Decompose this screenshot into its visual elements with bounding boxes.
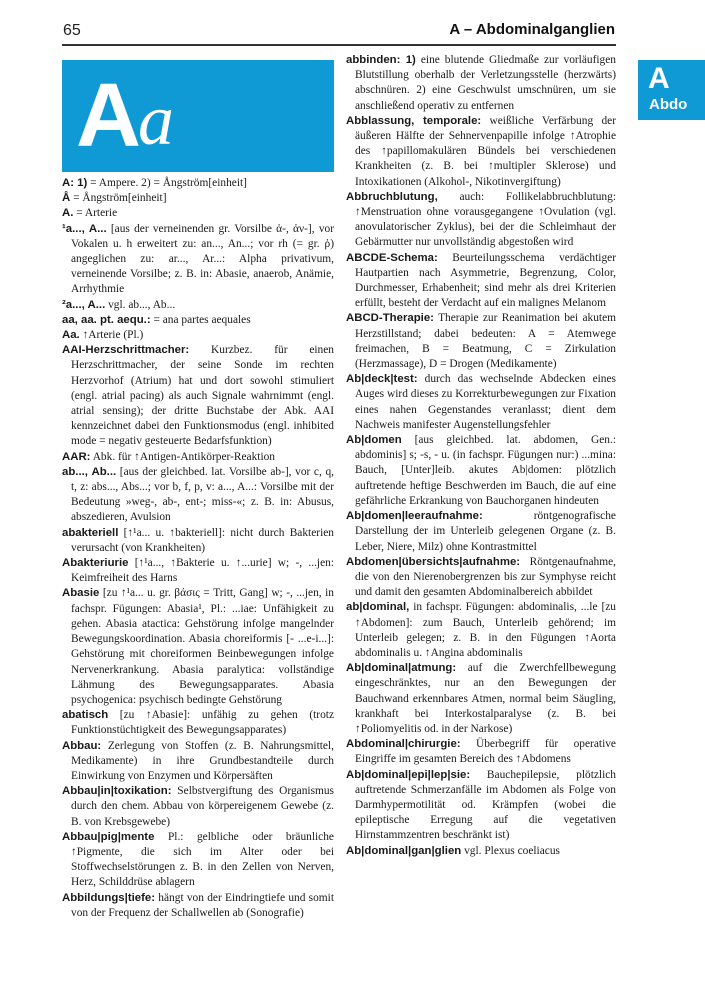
entry-headword: Å [62,192,71,205]
dictionary-entry [346,555,616,601]
dictionary-entry [346,251,616,312]
entry-definition: Bauchepilepsie, plötzlich auftretende Schmerzanfälle im Abdomen als Folge von Darmhypermotilität od. Krämpfen (wobei die epileptische Erregung auf die vegetativen Hirnstammzentren beschränkt ist) [355,768,616,842]
dictionary-entry [62,830,334,891]
dictionary-entry [62,784,334,830]
dictionary-entry [62,708,334,738]
entry-headword: ab|dominal, [346,601,410,614]
dictionary-entry [62,298,334,313]
entry-headword: ABCDE-Schema: [346,251,438,264]
dictionary-entry [346,433,616,509]
entry-definition: Zerlegung von Stoffen (z. B. Nahrungsmittel, Medikamente) in ihre Grundbestandteile durch Einwirkung von Enzymen und Körpersäften [71,739,334,782]
entry-headword: Ab|deck|test: [346,373,418,386]
dictionary-entry [62,556,334,586]
section-letter-upper: A [76,66,141,166]
entry-definition: in fachspr. Fügungen: abdominalis, ...le [zu ↑Abdomen]: zum Bauch, Unterleib gehörend; im Unterleib gelegen; z. B. in den Fügungen ↑Aorta abdominalis u. ↑Angina abdominalis [355,601,616,659]
dictionary-entry [346,311,616,372]
dictionary-entry [62,313,334,328]
entry-headword: Ab|domen|leeraufnahme: [346,510,483,523]
entry-definition: ↑Arterie (Pl.) [79,329,144,342]
entry-headword: ²a..., A... [62,298,106,311]
entry-headword: AAI-Herzschrittmacher: [62,344,190,357]
entry-definition: hängt von der Eindringtiefe und somit von der Frequenz der Schallwellen ab (Sonografie) [71,891,334,919]
dictionary-entry [62,739,334,785]
entry-headword: ab..., Ab... [62,465,117,478]
dictionary-entry [346,844,616,859]
dictionary-entry [346,114,616,190]
dictionary-entry [346,372,616,433]
entry-headword: AAR: [62,450,91,463]
entry-headword: A. [62,207,74,220]
entry-definition: = Ampere. 2) = Ångström[einheit] [87,177,247,189]
entry-definition: Kurzbez. für einen Herzschrittmacher, der seine Sonde im rechten Herzvorhof (Atrium) hat und dort sowohl stimuliert (engl. atrial pacing) als auch Signale wahrnimmt (engl. atrial sensing); der dritte Buchstabe der Abk. AAI kennzeichnet dabei den Funktionsmodus (engl. inhibited mode = negativ gesteuerte Bedarfsfunktion) [71,344,334,448]
dictionary-entry [62,465,334,526]
entry-definition: = Ångström[einheit] [70,192,167,205]
entry-definition: [↑¹a..., ↑Bakterie u. ↑...urie] w; -, ...jen: Keimfreiheit des Harns [71,557,334,585]
entry-headword: abatisch [62,709,109,722]
entry-headword: Ab|dominal|atmung: [346,662,457,675]
entry-headword: abbinden: 1) [346,54,416,66]
entry-headword: A: 1) [62,177,88,189]
dictionary-entry [346,661,616,737]
entry-definition: [aus der verneinenden gr. Vorsilbe ἀ-, ἀν-], vor Vokalen u. h erweitert zu: an..., An...; vor rh (= gr. ῥ) angeglichen zu: ar..., Ar...: Alpha privativum, verneinende Vorsilbe; z. B. in: Abasie, anaerob, Anämie, Arrhythmie [71,222,334,296]
dictionary-entry [62,222,334,298]
entry-headword: Abbau|in|toxikation: [62,785,172,798]
entry-headword: Ab|domen [346,434,402,447]
entry-headword: ABCD-Therapie: [346,312,434,325]
thumb-tab-letter: A [648,62,670,95]
left-column [62,176,334,921]
dictionary-entry [62,343,334,449]
thumb-tab-abbrev: Abdo [649,96,688,113]
entry-headword: Abasie [62,587,100,600]
entry-definition: auf die Zwerchfellbewegung eingeschränktes, nur an den Bewegungen der Bauchwand erkennbares Atmen, normal beim Säugling, krankhaft bei Interkostalparalyse (z. B. bei ↑Poliomyelitis od. in der Narkose) [355,662,616,735]
dictionary-entry [346,600,616,661]
dictionary-entry [62,586,334,708]
section-letter-box [62,60,334,172]
dictionary-entry [62,191,334,206]
dictionary-entry [346,768,616,844]
entry-definition: Therapie zur Reanimation bei akutem Herzstillstand; dabei bedeuten: A = Atemwege freimachen, B = Beatmung, C = Zirkulation (Herzmassage), D = Drogen (Medikamente) [355,312,616,371]
dictionary-entry [62,176,334,191]
entry-definition: vgl. Plexus coeliacus [461,844,560,857]
entry-headword: Abbau|pig|mente [62,830,155,843]
thumb-index-tab [638,60,705,120]
entry-headword: Abbruchblutung, [346,190,438,203]
dictionary-entry [62,450,334,465]
dictionary-entry [62,891,334,921]
entry-definition: Selbstvergiftung des Organismus durch den chem. Abbau von körpereigenem Gewebe (z. B. von Krebsgewebe) [71,785,334,828]
dictionary-entry [62,206,334,221]
entry-definition: [zu ↑Abasie]: unfähig zu gehen (trotz Funktionstüchtigkeit des Bewegungsapparates) [71,709,334,737]
header-rule [62,44,616,46]
entry-definition: [aus der gleichbed. lat. Vorsilbe ab-], vor c, q, t, z: abs..., Abs...; vor b, f, p, v: a..., A...: Vorsilbe mit der Bedeutung »weg-, ab-, ent-; miss-«; z. B. in: Abusus, abszedieren, Avulsion [71,465,334,524]
right-column [346,53,616,859]
dictionary-entry [62,328,334,343]
entry-headword: Abdomen|übersichts|aufnahme: [346,555,521,568]
entry-definition: durch das wechselnde Abdecken eines Auges wird dieses zu Korrekturbewegungen zur Fixation eines nahen Gegenstandes veranlasst; dient dem Nachweis manifester Augenstellungsfehler [355,373,616,431]
entry-definition: Pl.: gelbliche oder bräunliche ↑Pigmente, die sich im Alter oder bei Stoffwechselstörungen z. B. in den Zellen von Nerven, Herz, Schilddrüse ablagern [71,830,334,889]
entry-headword: aa, aa. pt. aequ.: [62,313,151,326]
entry-definition: = ana partes aequales [150,313,251,326]
dictionary-entry [62,526,334,556]
dictionary-entry [346,53,616,114]
entry-definition: [aus gleichbed. lat. abdomen, Gen.: abdominis] s; -s, - u. (in fachspr. Fügungen nur:) ...mina: Bauch, [Unter]leib. akutes Ab|domen: plötzlich auftretende heftige Beschwerden im Bauch, die auf eine gefährliche Erkrankung von Bauchorganen hindeuten [355,434,616,507]
entry-headword: Abbildungs|tiefe: [62,891,156,904]
entry-definition: = Arterie [73,207,118,220]
entry-headword: Ab|dominal|gan|glien [346,844,462,857]
entry-headword: Abdominal|chirurgie: [346,738,461,751]
entry-headword: Abblassung, temporale: [346,114,482,127]
section-letter-lower: a [138,80,174,160]
dictionary-entry [346,737,616,767]
entry-definition: auch: Follikelabbruchblutung: ↑Menstruation ohne vorausgegangene ↑Ovulation (vgl. anovulatorischer Zyklus), bei der die Schleimhaut der Gebärmutter nur unvollständig abgestoßen wird [355,190,616,249]
entry-headword: Abbau: [62,739,102,752]
entry-definition: [zu ↑¹a... u. gr. βάσις = Tritt, Gang] w; -, ...jen, in fachspr. Fügungen: Abasia¹, Pl.: ...iae: Unfähigkeit zu gehen. Abasia atactica: Gehstörung infolge mangelnder Bewegungskoordination. Abasia choreiformis [- ...e-i...]: Gehstörung mit choreiformen Beinbewegungen infolge Nervenerkrankung. Abasia paralytica: vollständige Lähmung des Bewegungsapparates. Abasia psychogenica: psychisch bedingte Gehstörung [71,587,334,706]
entry-definition: [↑¹a... u. ↑bakteriell]: nicht durch Bakterien verursacht (von Krankheiten) [71,526,334,554]
entry-definition: weißliche Verfärbung der äußeren Hälfte der Sehnervenpapille infolge ↑Atrophie des ↑papillomakulären Bündels bei verschiedenen Krankheiten (z. B. bei ↑multipler Sklerose) und Intoxikationen (Alkohol-, Nikotinvergiftung) [355,114,616,188]
entry-headword: ¹a..., A... [62,222,107,235]
entry-headword: abakteriell [62,526,119,539]
entry-headword: Ab|dominal|epi|lep|sie: [346,768,471,781]
dictionary-entry [346,190,616,251]
entry-definition: eine blutende Gliedmaße zur vorläufigen Blutstillung oberhalb der Verletzungsstelle (herzwärts) abschnüren. 2) eine Geschwulst umschnüren, um sie anschließend operativ zu entfernen [355,54,617,112]
page-number: 65 [63,22,81,39]
entry-headword: Aa. [62,329,80,342]
entry-definition: röntgenografische Darstellung der im Unterleib gelegenen Organe (z. B. Leber, Niere, Milz) ohne Kontrastmittel [355,510,616,553]
dictionary-entry [346,509,616,555]
entry-definition: Beurteilungsschema verdächtiger Hautpartien nach Asymmetrie, Begrenzung, Color, Durchmesser, Erhabenheit; sind mehr als drei Kriterien erfüllt, besteht der Verdacht auf ein malignes Melanom [355,251,616,310]
entry-definition: Röntgenaufnahme, die von den Nierenobergrenzen bis zur Symphyse reicht und damit den gesamten Abdominalbereich abbildet [355,555,616,599]
entry-definition: vgl. ab..., Ab... [105,298,176,311]
running-head: A – Abdominalganglien [449,21,615,38]
entry-definition: Überbegriff für operative Eingriffe im gesamten Bereich des ↑Abdomens [355,738,616,766]
entry-headword: Abakteriurie [62,557,129,570]
entry-definition: Abk. für ↑Antigen-Antikörper-Reaktion [90,450,275,463]
